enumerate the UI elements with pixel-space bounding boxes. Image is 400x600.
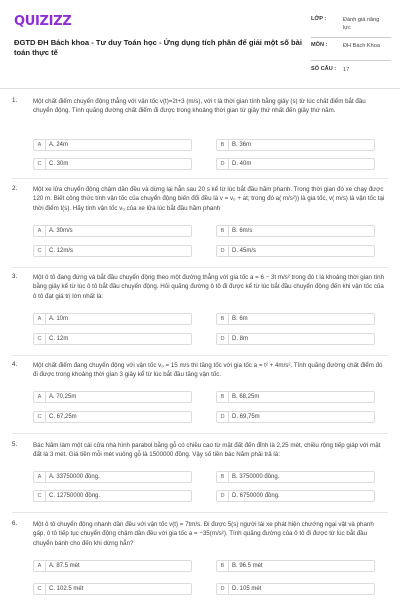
answer-option-b[interactable] <box>216 471 375 483</box>
option-letter: B <box>217 140 229 150</box>
option-letter: A <box>34 472 46 482</box>
option-text: B. 3750000 đồng. <box>232 474 280 480</box>
question-number: 3. <box>12 273 18 280</box>
option-letter: C <box>34 491 46 501</box>
answer-option-c[interactable] <box>33 245 192 257</box>
answer-option-a[interactable] <box>33 391 192 403</box>
option-letter: C <box>34 584 46 594</box>
header-divider <box>0 88 400 89</box>
option-letter: C <box>34 334 46 344</box>
subject-label: MÔN : <box>311 42 328 48</box>
meta-subject-row <box>311 40 391 64</box>
answer-option-d[interactable] <box>216 583 375 595</box>
answer-option-b[interactable] <box>216 391 375 403</box>
option-text: C. 67,25m <box>49 414 77 420</box>
option-letter: B <box>217 561 229 571</box>
quizizz-logo: QUIZIZZ <box>14 14 72 29</box>
question-number: 5. <box>12 441 18 448</box>
option-text: D. 40m <box>232 161 252 167</box>
worksheet-meta <box>311 16 391 78</box>
question-text: Một chất điểm chuyển động thẳng với vận tốc v(t)=2t+3 (m/s), với t là thời gian tính bằng giây (s) từ lúc chất điểm bắt đầu chuyển động. Tính quãng đường chất điểm đi được trong khoảng thời gian từ giây thứ nhất đến giây thứ năm. <box>33 98 366 115</box>
option-text: B. 96.5 mét <box>232 563 263 569</box>
option-text: D. 45m/s <box>232 248 257 254</box>
option-letter: C <box>34 412 46 422</box>
option-text: C. 12750000 đồng. <box>49 493 101 499</box>
option-letter: D <box>217 584 229 594</box>
answer-option-d[interactable] <box>216 158 375 170</box>
option-letter: B <box>217 226 229 236</box>
option-letter: D <box>217 246 229 256</box>
option-text: C. 30m <box>49 161 69 167</box>
option-text: C. 102.5 mét <box>49 586 84 592</box>
option-letter: B <box>217 392 229 402</box>
question-divider <box>12 433 388 434</box>
question-number: 2. <box>12 185 18 192</box>
option-letter: A <box>34 392 46 402</box>
option-text: B. 36m <box>232 142 252 148</box>
question-number: 1. <box>12 97 18 104</box>
answer-option-d[interactable] <box>216 411 375 423</box>
answer-option-a[interactable] <box>33 471 192 483</box>
class-value: Đánh giá năng lực <box>343 17 380 31</box>
option-text: C. 12m <box>49 336 69 342</box>
option-text: D. 105 mét <box>232 586 262 592</box>
meta-count-row <box>311 64 391 78</box>
option-text: D. 8m <box>232 336 249 342</box>
option-letter: D <box>217 334 229 344</box>
answer-option-b[interactable] <box>216 313 375 325</box>
answer-option-a[interactable] <box>33 560 192 572</box>
count-label: SỐ CÂU : <box>311 66 337 72</box>
option-letter: A <box>34 140 46 150</box>
answer-option-b[interactable] <box>216 560 375 572</box>
answer-option-c[interactable] <box>33 158 192 170</box>
option-text: D. 6750000 đồng. <box>232 493 280 499</box>
option-letter: A <box>34 561 46 571</box>
option-text: A. 70,25m <box>49 394 77 400</box>
question-divider <box>12 267 388 268</box>
answer-option-b[interactable] <box>216 139 375 151</box>
option-text: A. 87.5 mét <box>49 563 80 569</box>
answer-option-a[interactable] <box>33 225 192 237</box>
option-text: A. 33750000 đồng. <box>49 474 100 480</box>
option-letter: D <box>217 491 229 501</box>
question-divider <box>12 178 388 179</box>
option-letter: D <box>217 159 229 169</box>
option-text: A. 10m <box>49 316 69 322</box>
answer-option-b[interactable] <box>216 225 375 237</box>
option-letter: B <box>217 472 229 482</box>
question-text: Bác Năm làm một cái cửa nhà hình parabol bằng gỗ có chiều cao từ mặt đất đến đỉnh là 2,25 mét, chiều rộng tiếp giáp với mặt đất là 3 mét. Giá tiền mỗi mét vuông gỗ là 1500000 đồng. Vậy số tiền bác Năm phải trả là: <box>33 442 381 459</box>
option-text: A. 30m/s <box>49 228 73 234</box>
question-divider <box>12 355 388 356</box>
question-text: Một ô tô chuyển động nhanh dần đều với vận tốc v(t) = 7tm/s. Đi được 5(s) người lái xe phát hiện chướng ngại vật và phanh gấp, ô tô tiếp tục chuyển động chậm dần đều với gia tốc a = −35(m/s²). Tính quãng đường của ô tô đi được từ lúc bắt đầu chuyển bánh cho đến khi dừng hẳn? <box>33 521 374 547</box>
question-divider <box>12 512 388 513</box>
question-text: Một chất điểm đang chuyển động với vận tốc v₀ = 15 m/s thì tăng tốc với gia tốc a = t² + 4m/s². Tính quãng đường chất điểm đó đi được trong khoảng thời gian 3 giây kể từ lúc bắt đầu tăng vận tốc. <box>33 362 383 379</box>
answer-option-d[interactable] <box>216 333 375 345</box>
option-text: C. 12m/s <box>49 248 74 254</box>
question-number: 4. <box>12 361 18 368</box>
option-text: B. 68,25m <box>232 394 260 400</box>
class-label: LỚP : <box>311 16 327 22</box>
meta-class-row <box>311 16 391 40</box>
answer-option-a[interactable] <box>33 313 192 325</box>
option-letter: C <box>34 159 46 169</box>
question-text: Một ô tô đang đứng và bắt đầu chuyển động theo một đường thẳng với gia tốc a = 6 − 3t m/s² trong đó t là khoảng thời gian tính bằng giây kể từ lúc ô tô bắt đầu chuyển động. Hỏi quãng đường ô tô đi được kể từ lúc bắt đầu chuyển động đến khi vận tốc của ô tô đạt giá trị lớn nhất là: <box>33 274 385 300</box>
answer-option-c[interactable] <box>33 490 192 502</box>
option-text: B. 6m/s <box>232 228 253 234</box>
answer-option-c[interactable] <box>33 411 192 423</box>
answer-option-d[interactable] <box>216 490 375 502</box>
option-letter: A <box>34 314 46 324</box>
option-text: B. 6m <box>232 316 248 322</box>
option-letter: D <box>217 412 229 422</box>
answer-option-a[interactable] <box>33 139 192 151</box>
worksheet-title: ĐGTD ĐH Bách khoa - Tư duy Toán học - Ứng dụng tích phân để giải một số bài toán thực tế <box>14 38 302 57</box>
question-number: 6. <box>12 520 18 527</box>
option-text: A. 24m <box>49 142 69 148</box>
answer-option-c[interactable] <box>33 583 192 595</box>
option-letter: C <box>34 246 46 256</box>
subject-value: ĐH Bách Khoa <box>343 43 381 49</box>
answer-option-c[interactable] <box>33 333 192 345</box>
option-letter: B <box>217 314 229 324</box>
count-value: 17 <box>343 67 350 73</box>
answer-option-d[interactable] <box>216 245 375 257</box>
meta-divider <box>311 60 391 61</box>
option-letter: A <box>34 226 46 236</box>
option-text: D. 69,75m <box>232 414 260 420</box>
question-text: Một xe lửa chuyển động chậm dần đều và dừng lại hẳn sau 20 s kể từ lúc bắt đầu hãm phanh. Trong thời gian đó xe chạy được 120 m. Biết công thức tính vận tốc của chuyển động biến đổi đều là v = v₀ + at; trong đó a( m/s²)) là gia tốc, v( m/s) là vận tốc tại thời điểm t(s). Hãy tính vận tốc v₀ của xe lửa lúc bắt đầu hãm phanh <box>33 186 385 212</box>
meta-divider <box>311 37 391 38</box>
